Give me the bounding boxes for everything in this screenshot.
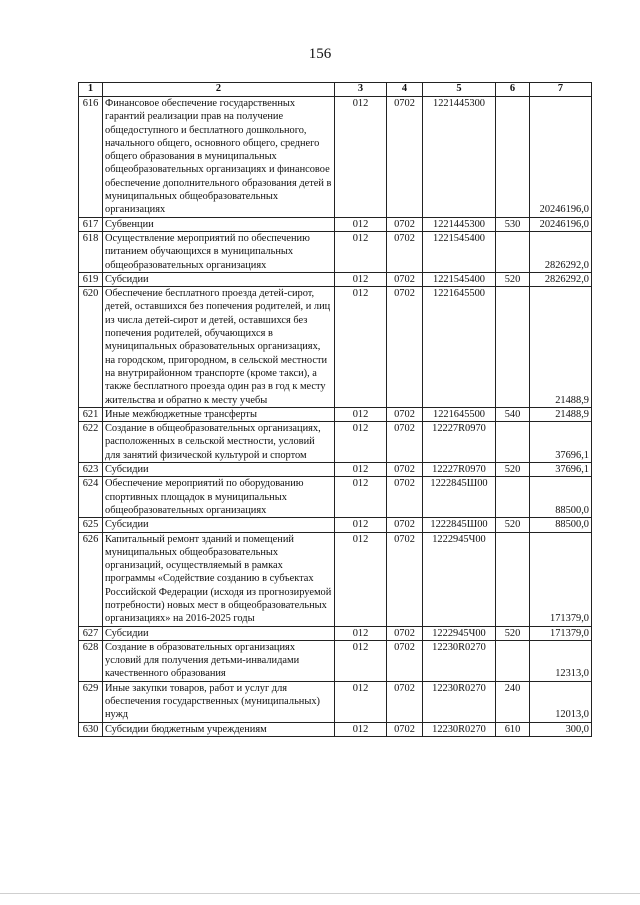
row-name: Субсидии бюджетным учреждениям: [103, 722, 335, 736]
row-name: Финансовое обеспечение государственных гарантий реализации прав на получение общедоступного и бесплатного дошкольного, начального общего, основного общего, среднего общего образования в муниципальных общеобразовательных организациях и финансовое обеспечение дополнительного образования детей в муниципальных общеобразовательных организациях: [103, 97, 335, 218]
row-number: 628: [79, 640, 103, 681]
budget-table: [78, 82, 592, 737]
expense-type-code: 520: [496, 463, 530, 477]
header-cell: 5: [423, 83, 496, 97]
table-row: [79, 231, 592, 272]
section-code: 0702: [387, 407, 423, 421]
amount: 2826292,0: [530, 231, 592, 272]
section-code: 0702: [387, 463, 423, 477]
expense-type-code: 520: [496, 626, 530, 640]
table-row: [79, 217, 592, 231]
target-article-code: 1222945Ч00: [423, 626, 496, 640]
row-name: Субсидии: [103, 626, 335, 640]
amount: 12013,0: [530, 681, 592, 722]
row-name: Создание в образовательных организациях условий для получения детьми-инвалидами качественного образования: [103, 640, 335, 681]
target-article-code: 1221645500: [423, 407, 496, 421]
ministry-code: 012: [335, 477, 387, 518]
ministry-code: 012: [335, 272, 387, 286]
expense-type-code: [496, 287, 530, 408]
page-number: 156: [308, 46, 332, 62]
table-row: [79, 422, 592, 463]
row-number: 618: [79, 231, 103, 272]
header-cell: 1: [79, 83, 103, 97]
section-code: 0702: [387, 681, 423, 722]
amount: 88500,0: [530, 477, 592, 518]
expense-type-code: [496, 477, 530, 518]
ministry-code: 012: [335, 518, 387, 532]
section-code: 0702: [387, 217, 423, 231]
row-name: Субсидии: [103, 463, 335, 477]
expense-type-code: 520: [496, 518, 530, 532]
ministry-code: 012: [335, 463, 387, 477]
expense-type-code: 530: [496, 217, 530, 231]
amount: 37696,1: [530, 463, 592, 477]
target-article-code: 1221445300: [423, 217, 496, 231]
section-code: 0702: [387, 272, 423, 286]
row-number: 624: [79, 477, 103, 518]
section-code: 0702: [387, 640, 423, 681]
row-number: 630: [79, 722, 103, 736]
table-row: [79, 518, 592, 532]
target-article-code: 1221645500: [423, 287, 496, 408]
expense-type-code: [496, 422, 530, 463]
row-name: Обеспечение мероприятий по оборудованию спортивных площадок в муниципальных общеобразовательных организациях: [103, 477, 335, 518]
ministry-code: 012: [335, 407, 387, 421]
amount: 171379,0: [530, 626, 592, 640]
target-article-code: 12227R0970: [423, 422, 496, 463]
table-row: [79, 407, 592, 421]
target-article-code: 1222845Ш00: [423, 477, 496, 518]
ministry-code: 012: [335, 97, 387, 218]
expense-type-code: [496, 231, 530, 272]
expense-type-code: 240: [496, 681, 530, 722]
row-number: 626: [79, 532, 103, 626]
row-number: 623: [79, 463, 103, 477]
section-code: 0702: [387, 287, 423, 408]
expense-type-code: 610: [496, 722, 530, 736]
target-article-code: 12230R0270: [423, 722, 496, 736]
table-row: [79, 640, 592, 681]
target-article-code: 1222845Ш00: [423, 518, 496, 532]
row-number: 621: [79, 407, 103, 421]
page-edge-line: [0, 893, 640, 894]
amount: 2826292,0: [530, 272, 592, 286]
expense-type-code: [496, 532, 530, 626]
row-name: Субвенции: [103, 217, 335, 231]
amount: 21488,9: [530, 407, 592, 421]
amount: 171379,0: [530, 532, 592, 626]
header-cell: 2: [103, 83, 335, 97]
table-row: [79, 287, 592, 408]
row-number: 627: [79, 626, 103, 640]
header-row: [79, 83, 592, 97]
row-number: 622: [79, 422, 103, 463]
amount: 20246196,0: [530, 97, 592, 218]
ministry-code: 012: [335, 681, 387, 722]
target-article-code: 12227R0970: [423, 463, 496, 477]
amount: 12313,0: [530, 640, 592, 681]
section-code: 0702: [387, 722, 423, 736]
amount: 88500,0: [530, 518, 592, 532]
row-number: 616: [79, 97, 103, 218]
section-code: 0702: [387, 422, 423, 463]
table-row: [79, 97, 592, 218]
section-code: 0702: [387, 231, 423, 272]
row-name: Иные закупки товаров, работ и услуг для обеспечения государственных (муниципальных) нужд: [103, 681, 335, 722]
section-code: 0702: [387, 97, 423, 218]
row-number: 629: [79, 681, 103, 722]
ministry-code: 012: [335, 532, 387, 626]
expense-type-code: [496, 640, 530, 681]
table-row: [79, 463, 592, 477]
target-article-code: 12230R0270: [423, 640, 496, 681]
table-row: [79, 532, 592, 626]
target-article-code: 1221545400: [423, 272, 496, 286]
row-name: Осуществление мероприятий по обеспечению питанием обучающихся в муниципальных общеобразовательных организациях: [103, 231, 335, 272]
expense-type-code: [496, 97, 530, 218]
ministry-code: 012: [335, 217, 387, 231]
table-row: [79, 681, 592, 722]
header-cell: 6: [496, 83, 530, 97]
target-article-code: 1222945Ч00: [423, 532, 496, 626]
expense-type-code: 540: [496, 407, 530, 421]
row-name: Субсидии: [103, 518, 335, 532]
table-row: [79, 272, 592, 286]
section-code: 0702: [387, 518, 423, 532]
ministry-code: 012: [335, 626, 387, 640]
ministry-code: 012: [335, 422, 387, 463]
row-number: 619: [79, 272, 103, 286]
header-cell: 7: [530, 83, 592, 97]
table-row: [79, 626, 592, 640]
table-row: [79, 722, 592, 736]
ministry-code: 012: [335, 722, 387, 736]
expense-type-code: 520: [496, 272, 530, 286]
amount: 21488,9: [530, 287, 592, 408]
row-name: Субсидии: [103, 272, 335, 286]
row-name: Создание в общеобразовательных организациях, расположенных в сельской местности, условий для занятий физической культурой и спортом: [103, 422, 335, 463]
target-article-code: 1221445300: [423, 97, 496, 218]
table-row: [79, 477, 592, 518]
section-code: 0702: [387, 477, 423, 518]
target-article-code: 12230R0270: [423, 681, 496, 722]
section-code: 0702: [387, 532, 423, 626]
header-cell: 4: [387, 83, 423, 97]
ministry-code: 012: [335, 640, 387, 681]
amount: 20246196,0: [530, 217, 592, 231]
row-number: 625: [79, 518, 103, 532]
row-name: Капитальный ремонт зданий и помещений муниципальных общеобразовательных организаций, осуществляемый в рамках программы «Содействие созданию в субъектах Российской Федерации (исходя из прогнозируемой потребности) новых мест в общеобразовательных организациях» на 2016-2025 годы: [103, 532, 335, 626]
ministry-code: 012: [335, 287, 387, 408]
amount: 300,0: [530, 722, 592, 736]
ministry-code: 012: [335, 231, 387, 272]
amount: 37696,1: [530, 422, 592, 463]
row-name: Иные межбюджетные трансферты: [103, 407, 335, 421]
row-number: 617: [79, 217, 103, 231]
header-cell: 3: [335, 83, 387, 97]
row-name: Обеспечение бесплатного проезда детей-сирот, детей, оставшихся без попечения родителей, и лиц из числа детей-сирот и детей, оставшихся без попечения родителей, обучающихся в муниципальных образовательных организациях, на городском, пригородном, в сельской местности на внутрирайонном транспорте (кроме такси), а также бесплатного проезда один раз в год к месту жительства и обратно к месту учебы: [103, 287, 335, 408]
section-code: 0702: [387, 626, 423, 640]
row-number: 620: [79, 287, 103, 408]
target-article-code: 1221545400: [423, 231, 496, 272]
